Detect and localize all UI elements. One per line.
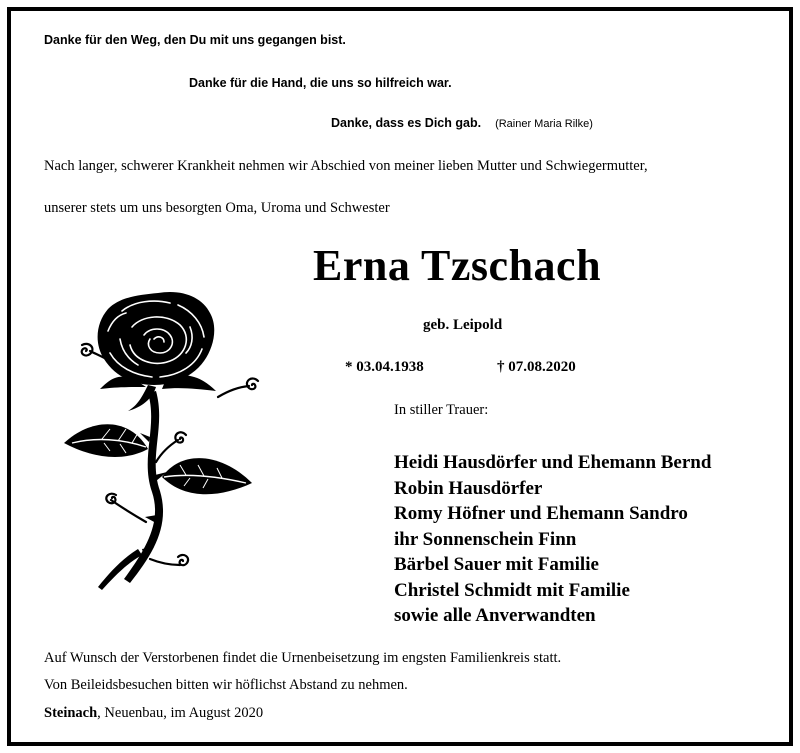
- maiden-name: geb. Leipold: [423, 317, 503, 333]
- intro-line-1: Nach langer, schwerer Krankheit nehmen wir Abschied von meiner lieben Mutter und Schwiegermutter,: [44, 158, 648, 174]
- mourner-item: Christel Schmidt mit Familie: [394, 579, 630, 601]
- deceased-name: Erna Tzschach: [313, 241, 602, 290]
- mourner-item: Heidi Hausdörfer und Ehemann Bernd: [394, 452, 712, 473]
- footer-signature: [44, 705, 263, 722]
- footer-place-rest: , Neuenbau, im August 2020: [97, 705, 264, 721]
- mourners-list: [394, 450, 711, 629]
- mourner-item: sowie alle Anverwandten: [394, 605, 596, 626]
- intro-line-2: unserer stets um uns besorgten Oma, Uroma und Schwester: [44, 200, 390, 216]
- death-date: † 07.08.2020: [497, 359, 576, 375]
- mourning-heading: In stiller Trauer:: [394, 402, 489, 418]
- quote-line-3-text: Danke, dass es Dich gab.: [331, 116, 482, 130]
- birth-date: * 03.04.1938: [345, 359, 424, 375]
- rose-icon: [62, 287, 274, 607]
- mourner-item: Robin Hausdörfer: [394, 477, 543, 499]
- mourner-item: Romy Höfner und Ehemann Sandro: [394, 503, 688, 524]
- quote-attribution: (Rainer Maria Rilke): [495, 118, 593, 130]
- quote-line-3: [331, 116, 593, 130]
- quote-line-1: Danke für den Weg, den Du mit uns gegangen bist.: [44, 33, 346, 47]
- quote-line-2: Danke für die Hand, die uns so hilfreich war.: [189, 76, 452, 90]
- mourner-item: Bärbel Sauer mit Familie: [394, 554, 599, 575]
- mourner-item: ihr Sonnenschein Finn: [394, 528, 577, 550]
- footer-line-1: Auf Wunsch der Verstorbenen findet die Urnenbeisetzung im engsten Familienkreis statt.: [44, 650, 562, 666]
- footer-line-2: Von Beileidsbesuchen bitten wir höflichst Abstand zu nehmen.: [44, 677, 408, 693]
- footer-place: Steinach: [44, 705, 98, 721]
